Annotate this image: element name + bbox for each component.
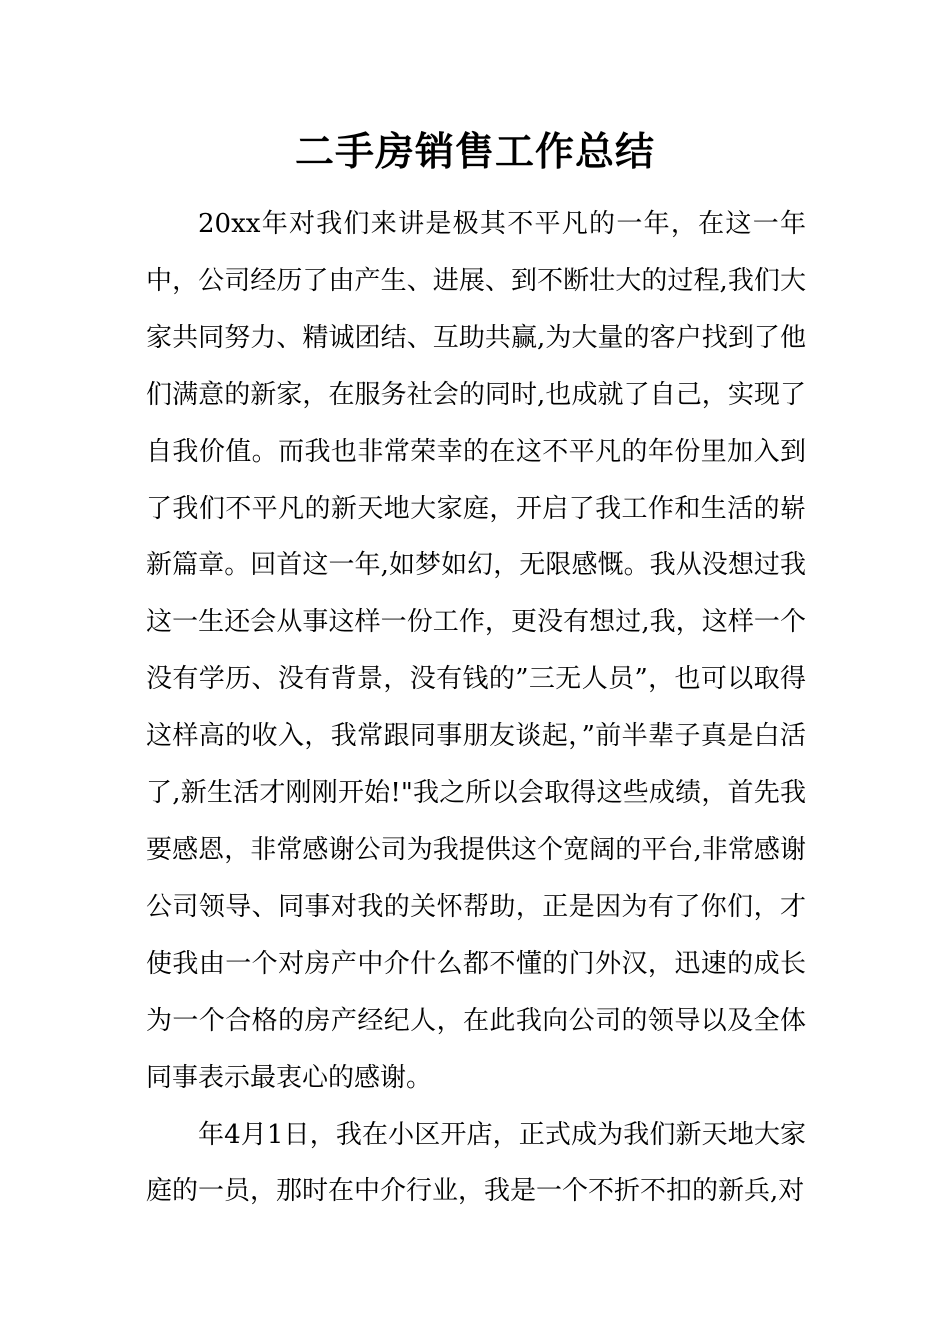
document-title: 二手房销售工作总结 — [294, 130, 655, 175]
document-body — [146, 196, 806, 1220]
paragraph: 20xx年对我们来讲是极其不平凡的一年，在这一年中，公司经历了由产生、进展、到不断壮大的过程,我们大家共同努力、精诚团结、互助共赢,为大量的客户找到了他们满意的新家，在服务社会的同时,也成就了自己，实现了自我价值。而我也非常荣幸的在这不平凡的年份里加入到了我们不平凡的新天地大家庭，开启了我工作和生活的崭新篇章。回首这一年,如梦如幻，无限感慨。我从没想过我这一生还会从事这样一份工作，更没有想过,我，这样一个没有学历、没有背景，没有钱的”三无人员”，也可以取得这样高的收入，我常跟同事朋友谈起，”前半辈子真是白活了,新生活才刚刚开始!"我之所以会取得这些成绩，首先我要感恩，非常感谢公司为我提供这个宽阔的平台,非常感谢公司领导、同事对我的关怀帮助，正是因为有了你们，才使我由一个对房产中介什么都不懂的门外汉，迅速的成长为一个合格的房产经纪人，在此我向公司的领导以及全体同事表示最衷心的感谢。 — [146, 209, 806, 1093]
paragraph: 年4月1日，我在小区开店，正式成为我们新天地大家庭的一员，那时在中介行业，我是一个不折不扣的新兵,对 — [146, 1119, 806, 1207]
